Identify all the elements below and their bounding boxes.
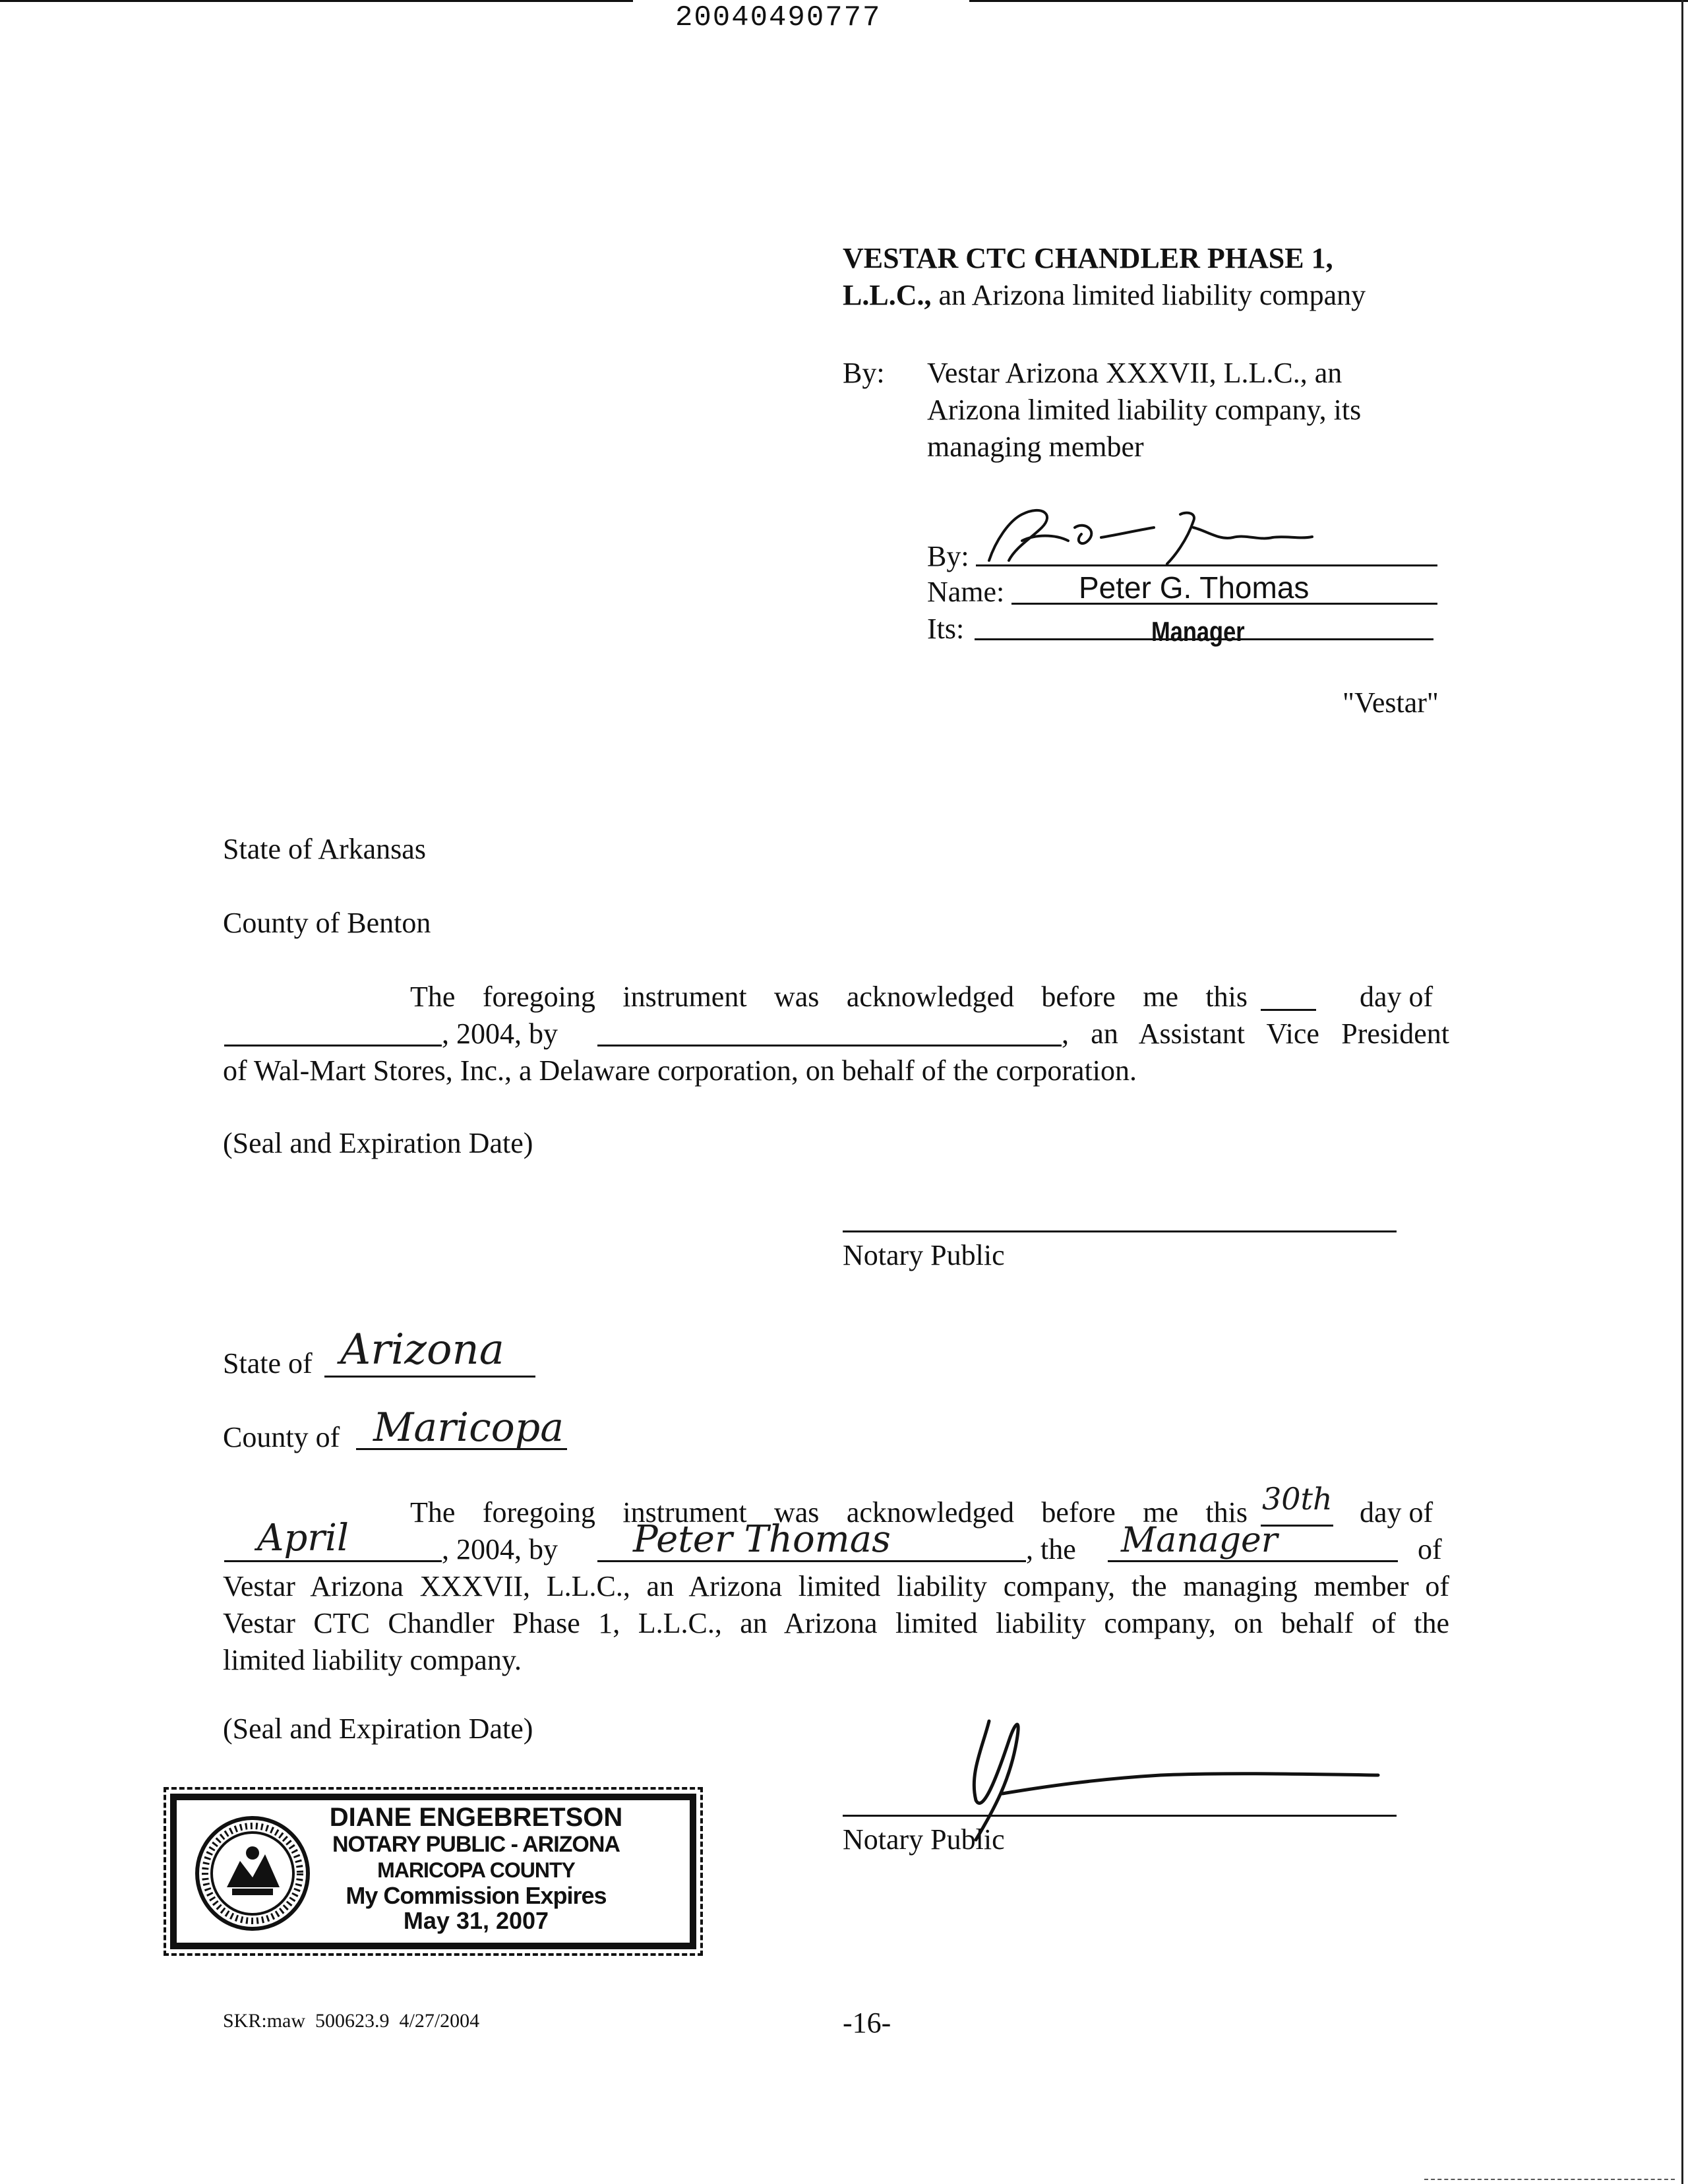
ack1-line1-end: day of [1360, 981, 1433, 1013]
ack1-line1-text: The foregoing instrument was acknowledged before me this [410, 981, 1248, 1013]
by-line-1: Vestar Arizona XXXVII, L.L.C., an [927, 357, 1342, 389]
ack2-notary-label: Notary Public [843, 1823, 1005, 1856]
top-border-right [969, 0, 1688, 2]
notary-stamp [170, 1794, 696, 1949]
ack1-day-blank [1261, 1009, 1316, 1011]
signature-peter-thomas [969, 501, 1378, 574]
ack1-seal: (Seal and Expiration Date) [223, 1127, 533, 1159]
ack2-line3: Vestar Arizona XXXVII, L.L.C., an Arizona limited liability company, the managing member of [223, 1570, 1449, 1602]
stamp-notary-title: NOTARY PUBLIC - ARIZONA [332, 1832, 620, 1857]
company-name-line2 [843, 277, 1366, 314]
ack2-line1-end: day of [1360, 1496, 1433, 1529]
ack1-notary-line [843, 1230, 1397, 1232]
ack2-state-label: State of [223, 1347, 313, 1380]
ack2-the-label: , the [1026, 1533, 1076, 1565]
footer-reference: SKR:maw 500623.9 4/27/2004 [223, 2010, 480, 2032]
name-value: Peter G. Thomas [1079, 570, 1310, 605]
stamp-notary-name: DIANE ENGEBRETSON [329, 1803, 623, 1832]
ack2-line5: limited liability company. [223, 1644, 522, 1676]
ack2-by-value: Peter Thomas [633, 1518, 891, 1561]
its-label: Its: [927, 613, 965, 645]
ack1-by-blank [597, 1045, 1062, 1046]
company-name-line1: VESTAR CTC CHANDLER PHASE 1, [843, 242, 1333, 274]
ack1-month-blank [224, 1045, 442, 1046]
ack2-of-label: of [1418, 1533, 1442, 1565]
ack2-notary-line [843, 1815, 1397, 1817]
company-description: an Arizona limited liability company [931, 279, 1366, 311]
by-line-3: managing member [927, 431, 1144, 463]
document-number: 20040490777 [675, 1, 882, 34]
ack1-line3: of Wal-Mart Stores, Inc., a Delaware corporation, on behalf of the corporation. [223, 1054, 1137, 1087]
ack2-month-value: April [257, 1517, 349, 1560]
top-border-left [0, 0, 633, 2]
ack2-state-line [324, 1376, 535, 1378]
ack1-county: County of Benton [223, 907, 431, 939]
ack2-line1-text: The foregoing instrument was acknowledged before me this [410, 1496, 1248, 1529]
ack2-title-value: Manager [1121, 1521, 1278, 1560]
ack1-line2-end: , an Assistant Vice President [1062, 1017, 1449, 1050]
bottom-right-mark [1424, 2179, 1675, 2180]
ack2-line4: Vestar CTC Chandler Phase 1, L.L.C., an Arizona limited liability company, on behalf of the [223, 1607, 1449, 1639]
ack1-notary-label: Notary Public [843, 1239, 1005, 1271]
ack2-month-line [224, 1560, 442, 1562]
ack2-line2-mid: , 2004, by [442, 1533, 558, 1565]
party-label: "Vestar" [1342, 686, 1439, 719]
by-line-2: Arizona limited liability company, its [927, 394, 1362, 426]
stamp-county: MARICOPA COUNTY [377, 1858, 575, 1882]
ack2-state-value: Arizona [340, 1325, 504, 1374]
by2-label: By: [927, 540, 969, 572]
stamp-expiry-date: May 31, 2007 [403, 1907, 549, 1934]
ack1-state: State of Arkansas [223, 833, 426, 865]
ack2-seal: (Seal and Expiration Date) [223, 1713, 533, 1745]
by-label: By: [843, 357, 885, 389]
name-label: Name: [927, 576, 1005, 608]
stamp-commission: My Commission Expires [346, 1882, 607, 1909]
ack2-day-value: 30th [1262, 1481, 1333, 1517]
page-number: -16- [843, 2007, 891, 2039]
ack1-line2-mid: , 2004, by [442, 1017, 558, 1050]
right-border [1681, 0, 1683, 2184]
its-value: Manager [1151, 616, 1245, 647]
ack2-county-label: County of [223, 1421, 340, 1453]
company-llc: L.L.C., [843, 279, 932, 311]
ack2-title-line [1108, 1560, 1398, 1562]
ack2-county-value: Maricopa [373, 1405, 564, 1451]
